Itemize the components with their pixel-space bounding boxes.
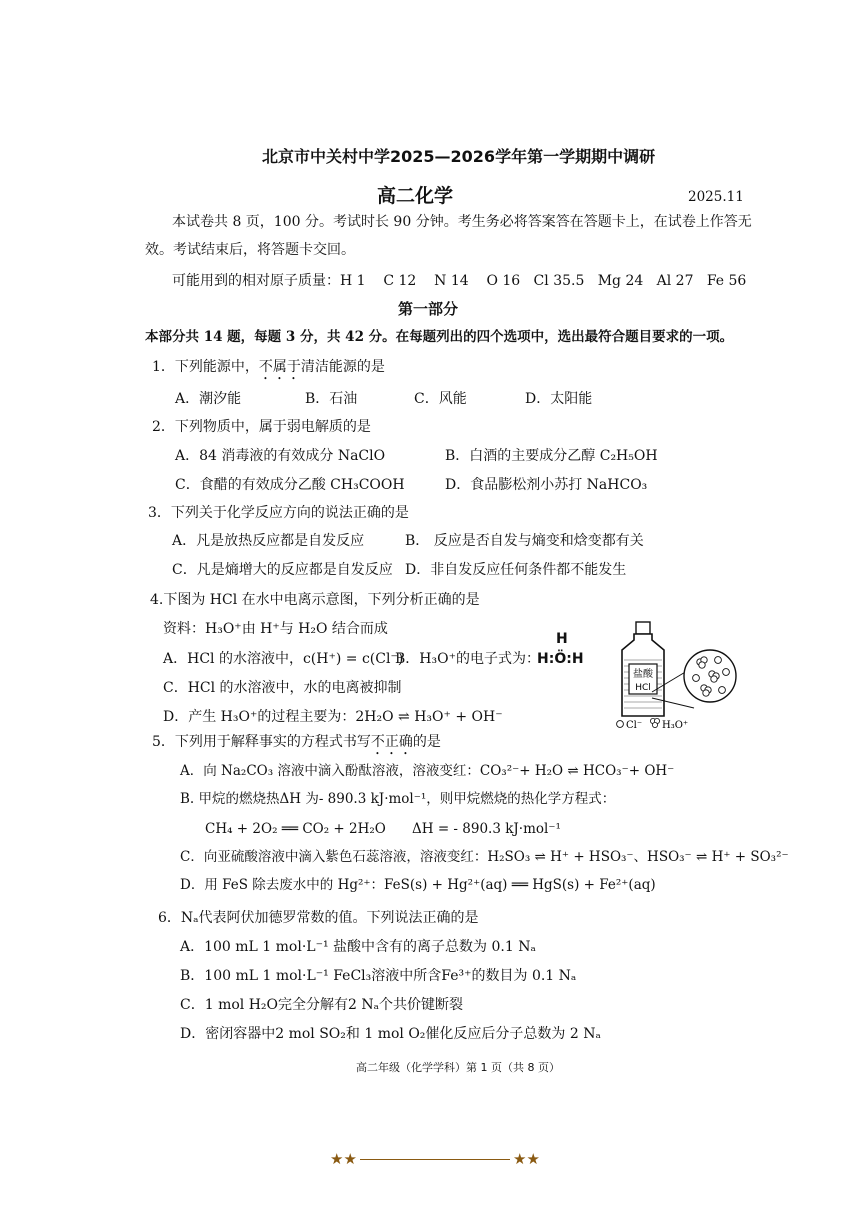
question-2-option-c[interactable]: C．食醋的有效成分乙酸 CH₃COOH [175,477,405,493]
atomic-masses [172,272,746,290]
question-5-option-b[interactable]: B. 甲烷的燃烧热ΔH 为- 890.3 kJ·mol⁻¹，则甲烷燃烧的热化学方程式： [180,791,616,807]
exam-date: 2025.11 [688,189,744,205]
question-5-stem-text: 5．下列用于解释事实的方程式书写 [152,734,371,750]
question-2-option-d[interactable]: D．食品膨松剂小苏打 NaHCO₃ [445,477,648,493]
question-3-option-a[interactable]: A．凡是放热反应都是自发反应 [172,533,365,549]
question-1-option-a[interactable]: A．潮汐能 [175,391,242,407]
question-3-option-c[interactable]: C．凡是熵增大的反应都是自发反应 [172,562,393,578]
question-4-stem: 4.下图为 HCl 在水中电离示意图，下列分析正确的是 [150,592,480,608]
question-1-emphasis: 不属于 [258,359,301,375]
question-1-stem-text: 1．下列能源中， [152,359,259,375]
exam-school-title: 北京市中关村中学2025—2026学年第一学期期中调研 [262,147,656,166]
question-4-option-a[interactable]: A．HCl 的水溶液中，c(H⁺) = c(Cl⁻) [163,651,404,667]
instructions-line-2: 效。考试结束后，将答题卡交回。 [145,242,355,258]
decorative-stars-right: ★★ [513,1150,540,1168]
electron-formula: H:Ö:H [537,651,584,667]
question-4-option-d[interactable]: D．产生 H₃O⁺的过程主要为：2H₂O ⇌ H₃O⁺ + OH⁻ [163,709,503,725]
part1-title: 第一部分 [398,300,459,318]
part1-intro: 本部分共 14 题，每题 3 分，共 42 分。在每题列出的四个选项中，选出最符合题目要求的一项。 [145,329,734,345]
question-5-option-b-enthalpy: ΔH = - 890.3 kJ·mol⁻¹ [412,821,561,837]
question-5-emphasis: 不正确 [370,734,413,750]
question-1-stem-tail: 清洁能源的是 [300,359,385,375]
question-2-stem: 2．下列物质中，属于弱电解质的是 [152,419,371,435]
decorative-stars-left: ★★ [330,1150,357,1168]
hcl-bottle-diagram [612,620,737,735]
legend-cl: Cl⁻ [626,720,643,731]
question-2-option-b[interactable]: B．白酒的主要成分乙醇 C₂H₅OH [445,448,658,464]
question-6-stem: 6．Nₐ代表阿伏加德罗常数的值。下列说法正确的是 [158,910,479,926]
legend-h3o: H₃O⁺ [662,720,689,731]
decorative-rule [360,1159,510,1160]
question-5-option-b-equation: CH₄ + 2O₂ ══ CO₂ + 2H₂O [205,821,386,837]
question-5-stem-tail: 的是 [412,734,441,750]
question-4-option-c[interactable]: C．HCl 的水溶液中，水的电离被抑制 [163,680,402,696]
question-3-option-d[interactable]: D．非自发反应任何条件都不能发生 [405,562,627,578]
question-6-option-c[interactable]: C．1 mol H₂O完全分解有2 Nₐ个共价键断裂 [180,997,464,1013]
atomic-masses-label: 可能用到的相对原子质量： [172,273,340,289]
question-4-option-b[interactable]: B．H₃O⁺的电子式为： [395,651,540,667]
page-footer-info: 高二年级（化学学科）第 1 页（共 8 页） [356,1061,560,1074]
question-6-option-a[interactable]: A．100 mL 1 mol·L⁻¹ 盐酸中含有的离子总数为 0.1 Nₐ [180,939,536,955]
question-1-option-d[interactable]: D．太阳能 [525,391,593,407]
question-3-option-b[interactable]: B． 反应是否自发与熵变和焓变都有关 [405,533,644,549]
question-6-option-b[interactable]: B．100 mL 1 mol·L⁻¹ FeCl₃溶液中所含Fe³⁺的数目为 0.1 Nₐ [180,968,577,984]
question-2-option-a[interactable]: A．84 消毒液的有效成分 NaClO [175,448,386,464]
atomic-masses-values: H 1 C 12 N 14 O 16 Cl 35.5 Mg 24 Al 27 Fe 56 [340,273,747,289]
question-1-option-b[interactable]: B．石油 [305,391,358,407]
question-6-option-d[interactable]: D．密闭容器中2 mol SO₂和 1 mol O₂催化反应后分子总数为 2 Nₐ [180,1026,601,1042]
electron-formula-top-h: H [556,631,568,647]
question-5-option-c[interactable]: C．向亚硫酸溶液中滴入紫色石蕊溶液，溶液变红：H₂SO₃ ⇌ H⁺ + HSO₃⁻、HSO₃⁻ ⇌ H⁺ + SO₃²⁻ [180,849,789,865]
question-5-stem [152,733,441,758]
instructions-line-1: 本试卷共 8 页，100 分。考试时长 90 分钟。考生务必将答案答在答题卡上，在试卷上作答无 [172,214,752,230]
question-4-info: 资料：H₃O⁺由 H⁺与 H₂O 结合而成 [163,621,388,637]
exam-subject-title: 高二化学 [377,185,454,207]
question-3-stem: 3．下列关于化学反应方向的说法正确的是 [148,505,409,521]
bottle-label-hcl: HCl [635,683,651,693]
question-1-stem [152,358,385,383]
question-5-option-d[interactable]: D．用 FeS 除去废水中的 Hg²⁺：FeS(s) + Hg²⁺(aq) ══ HgS(s) + Fe²⁺(aq) [180,877,656,893]
bottle-label-acid: 盐酸 [633,669,653,680]
question-1-option-c[interactable]: C．风能 [414,391,467,407]
question-5-option-a[interactable]: A．向 Na₂CO₃ 溶液中滴入酚酞溶液，溶液变红：CO₃²⁻+ H₂O ⇌ HCO₃⁻+ OH⁻ [180,763,675,779]
